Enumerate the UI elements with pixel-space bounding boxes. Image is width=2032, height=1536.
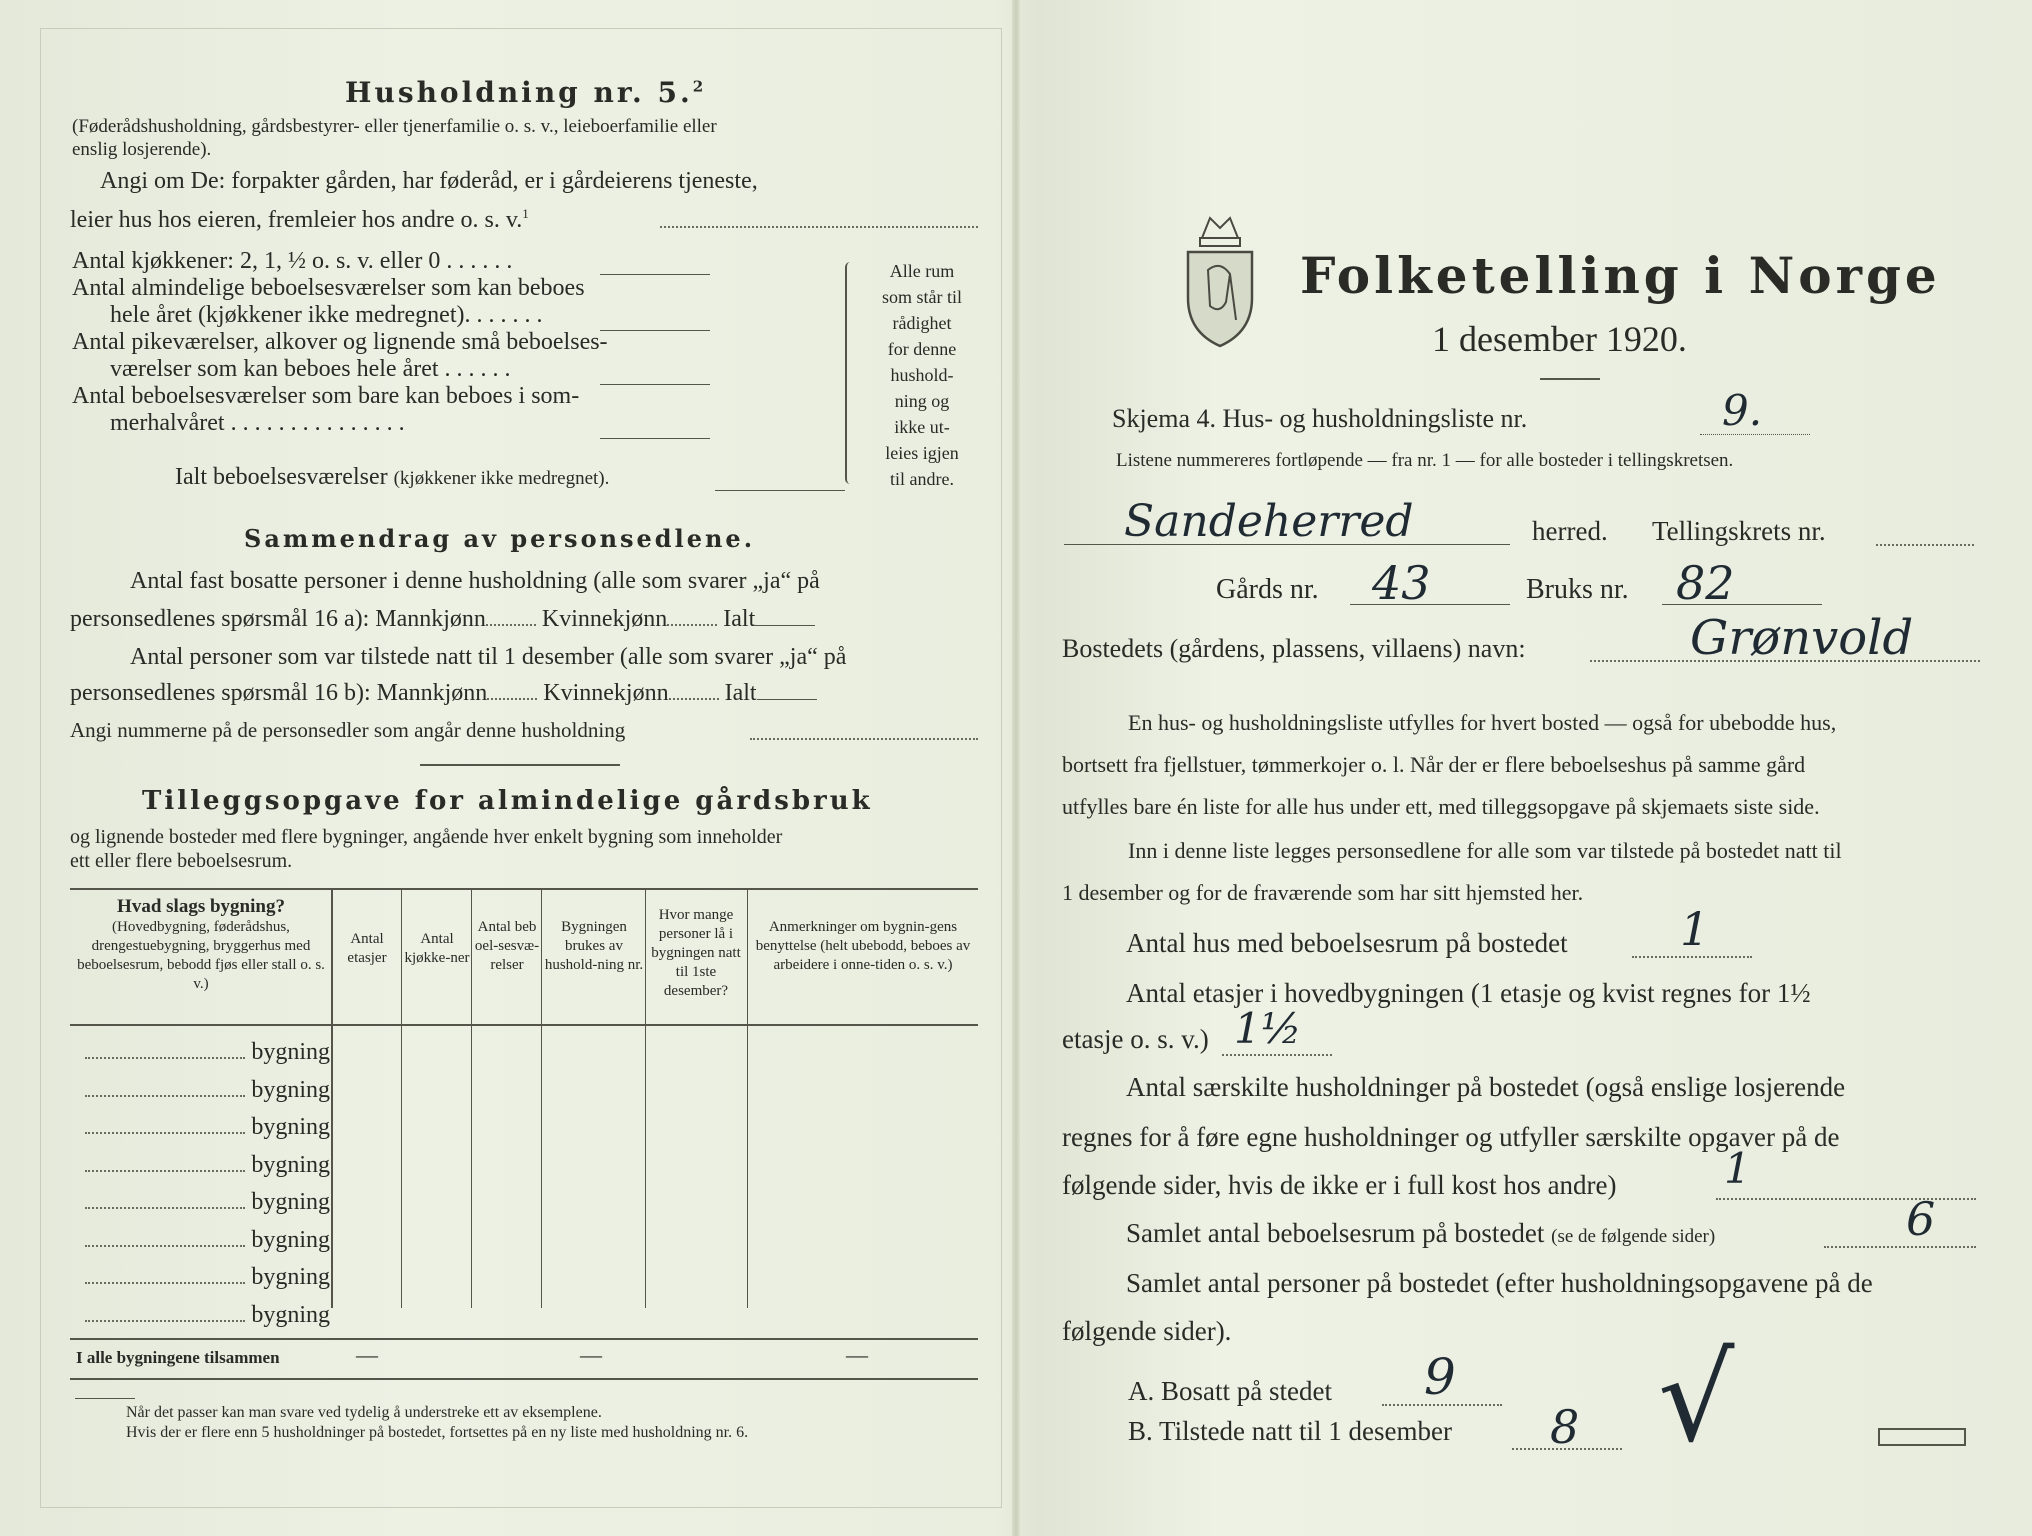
husholdninger-line-3: følgende sider, hvis de ikke er i full kost hos andre): [1062, 1170, 1617, 1200]
bruks-label: Bruks nr.: [1526, 574, 1629, 605]
samlet-rum-line: [1824, 1246, 1976, 1248]
bosatt-label: A. Bosatt på stedet: [1128, 1376, 1332, 1406]
skjema-line: Skjema 4. Hus- og husholdningsliste nr.: [1112, 404, 1528, 433]
side-note: Alle rum som står til rådighet for denne hushold- ning og ikke ut- leies igjen til andre.: [882, 261, 962, 489]
husholdninger-line-2: regnes for å føre egne husholdninger og utfyller særskilte opgaver på de: [1062, 1122, 1840, 1152]
angi-answer-line[interactable]: [660, 226, 978, 228]
bruks-line: [1662, 604, 1822, 605]
table-row[interactable]: bygning: [70, 1147, 330, 1185]
gards-label: Gårds nr.: [1216, 574, 1319, 605]
tilstede-label: B. Tilstede natt til 1 desember: [1128, 1416, 1452, 1446]
herred-line: [1064, 544, 1510, 545]
samlet-pers-line-1: Samlet antal personer på bostedet (efter husholdningsopgavene på de: [1126, 1268, 1873, 1298]
table-row[interactable]: bygning: [70, 1184, 330, 1222]
hus-value[interactable]: 1: [1680, 902, 1710, 956]
herred-value[interactable]: Sandeherred: [1124, 496, 1414, 547]
tillegg-title: Tilleggsopgave for almindelige gårdsbruk: [142, 786, 873, 816]
tilstede-line-1: Antal personer som var tilstede natt til 1 desember (alle som svarer „ja“ på: [130, 644, 847, 670]
bosatt-value[interactable]: 9: [1424, 1348, 1456, 1406]
room-line-maid-1: Antal pikeværelser, alkover og lignende små beboelses-: [72, 329, 608, 355]
tellingskrets-label: Tellingskrets nr.: [1652, 516, 1826, 546]
hus-label: Antal hus med beboelsesrum på bostedet: [1126, 928, 1568, 958]
ialt-rooms-label: Ialt beboelsesværelser (kjøkkener ikke medregnet).: [175, 464, 610, 490]
bygning-rows: [70, 1034, 330, 1334]
footnote-1: Når det passer kan man svare ved tydelig å understreke ett av eksemplene.: [126, 1404, 602, 1421]
hus-line: [1632, 956, 1752, 958]
maid-rooms-answer[interactable]: [600, 384, 710, 385]
table-row[interactable]: bygning: [70, 1109, 330, 1147]
instructions-para-1: En hus- og husholdningsliste utfylles for hvert bosted — også for ubebodde hus, bortsett fra fjellstuer, tømmerkojer o. l. Når der er flere beboelseshus på samme gård utfylles bare én liste for alle hus under ett, med tilleggsopgave på skjemaets siste side.: [1062, 710, 1837, 819]
room-line-maid-2: værelser som kan beboes hele året . . . . . .: [110, 356, 511, 382]
tellingskrets-answer[interactable]: [1876, 544, 1974, 546]
table-header-rule: [70, 1024, 978, 1026]
col-head-kjokkener: Antal kjøkke-ner: [404, 931, 470, 966]
husholdninger-value[interactable]: 1: [1724, 1144, 1751, 1193]
bosted-line: [1590, 660, 1980, 662]
husholdninger-line-1: Antal særskilte husholdninger på bostedet (også enslige losjerende: [1126, 1072, 1846, 1102]
col-line: [331, 888, 333, 1308]
samlet-rum-label: Samlet antal beboelsesrum på bostedet (se de følgende sider): [1126, 1218, 1716, 1248]
table-row[interactable]: bygning: [70, 1297, 330, 1335]
room-line-ordinary-2: hele året (kjøkkener ikke medregnet). . . . . . .: [110, 302, 543, 328]
samlet-rum-value[interactable]: 6: [1906, 1192, 1936, 1246]
total-dash: —: [580, 1342, 602, 1367]
col-line: [471, 888, 472, 1308]
title-rule: [1540, 378, 1600, 380]
kitchens-answer[interactable]: [600, 274, 710, 275]
tilstede-line: [1512, 1448, 1622, 1450]
listene-note: Listene nummereres fortløpende — fra nr. 1 — for alle bosteder i tellingskretsen.: [1116, 450, 1734, 471]
angi-line-1: Angi om De: forpakter gården, har føderåd, er i gårdeierens tjeneste,: [100, 168, 758, 194]
etasjer-line: [1222, 1054, 1332, 1056]
ialt-rooms-answer[interactable]: [715, 490, 845, 491]
nummerne-line: Angi nummerne på de personsedler som angår denne husholdning: [70, 718, 626, 742]
col-head-type: Hvad slags bygning? (Hovedbygning, føderådshus, drengestuebygning, bryggerhus med beboelsesrum, bebodd fjøs eller stall o. s. v.): [77, 896, 325, 992]
husholdninger-line: [1716, 1198, 1976, 1200]
table-row[interactable]: bygning: [70, 1034, 330, 1072]
col-head-husholdning: Bygningen brukes av hushold-ning nr.: [544, 919, 644, 973]
total-row-label: I alle bygningene tilsammen: [76, 1348, 280, 1367]
total-dash: —: [846, 1342, 868, 1367]
table-row[interactable]: bygning: [70, 1259, 330, 1297]
col-line: [747, 888, 748, 1308]
skjema-number[interactable]: 9.: [1722, 386, 1763, 435]
angi-line-2: leier hus hos eieren, fremleier hos andre o. s. v.$^1$: [70, 206, 529, 233]
divider: [420, 764, 620, 766]
table-row[interactable]: bygning: [70, 1072, 330, 1110]
bosted-label: Bostedets (gårdens, plassens, villaens) navn:: [1062, 634, 1526, 663]
bosted-value[interactable]: Grønvold: [1690, 610, 1914, 666]
nummerne-answer[interactable]: [750, 738, 978, 740]
page-fold: [1012, 0, 1020, 1536]
skjema-answer-line: [1700, 434, 1810, 435]
col-line: [541, 888, 542, 1308]
col-head-anmerkninger: Anmerkninger om bygnin-gens benyttelse (helt ubebodd, beboes av arbeidere i onne-tiden o. s. v.): [755, 919, 971, 973]
room-line-summer-1: Antal beboelsesværelser som bare kan beboes i som-: [72, 383, 580, 409]
total-row-rule: [70, 1338, 978, 1340]
census-date: 1 desember 1920.: [1432, 319, 1687, 359]
check-mark-icon: √: [1658, 1330, 1735, 1469]
col-head-vaerelser: Antal beboel-sesvæ-relser: [474, 919, 540, 973]
census-title: Folketelling i Norge: [1300, 246, 1941, 305]
footnote-2: Hvis der er flere enn 5 husholdninger på bostedet, fortsettes på en ny liste med husholdning nr. 6.: [126, 1424, 749, 1441]
gards-value[interactable]: 43: [1372, 556, 1431, 610]
room-line-kitchens: Antal kjøkkener: 2, 1, ½ o. s. v. eller 0 . . . . . .: [72, 248, 513, 274]
room-line-ordinary-1: Antal almindelige beboelsesværelser som kan beboes: [72, 275, 585, 301]
tillegg-line-2: ett eller flere beboelsesrum.: [70, 850, 293, 872]
total-dash: —: [356, 1342, 378, 1367]
herred-label: herred.: [1532, 516, 1608, 546]
col-head-etasjer: Antal etasjer: [347, 931, 387, 966]
table-row[interactable]: bygning: [70, 1222, 330, 1260]
sammendrag-title: Sammendrag av personsedlene.: [244, 524, 756, 553]
etasjer-line-2: etasje o. s. v.): [1062, 1024, 1209, 1054]
samlet-pers-line-2: følgende sider).: [1062, 1316, 1232, 1346]
fast-line-1: Antal fast bosatte personer i denne husholdning (alle som svarer „ja“ på: [130, 568, 820, 594]
husholdning-title: Husholdning nr. 5.$^2$: [345, 76, 707, 109]
rooms-block: [72, 248, 608, 437]
ordinary-rooms-answer[interactable]: [600, 330, 710, 331]
fast-line-2: personsedlenes spørsmål 16 a): Mannkjønn Kvinnekjønn Ialt: [70, 606, 815, 633]
etasjer-line-1: Antal etasjer i hovedbygningen (1 etasje og kvist regnes for 1½: [1126, 978, 1811, 1008]
col-head-personer: Hvor mange personer lå i bygningen natt til 1ste desember?: [651, 907, 741, 999]
bruks-value[interactable]: 82: [1676, 556, 1735, 610]
footnote-rule: [75, 1398, 135, 1399]
table-bottom-rule: [70, 1378, 978, 1380]
instructions-para-2: Inn i denne liste legges personsedlene for alle som var tilstede på bostedet natt til 1 desember og for de fraværende som har sitt hjemsted her.: [1062, 838, 1842, 905]
coat-of-arms-icon: [1180, 210, 1260, 350]
tillegg-line-1: og lignende bosteder med flere bygninger, angående hver enkelt bygning som inneholder: [70, 826, 783, 848]
col-line: [645, 888, 646, 1308]
printer-stamp-icon: [1878, 1428, 1966, 1446]
etasjer-value[interactable]: 1½: [1234, 1004, 1302, 1053]
col-line: [401, 888, 402, 1308]
bosatt-line: [1382, 1404, 1502, 1406]
brace: [845, 262, 850, 484]
table-top-rule: [70, 888, 978, 890]
room-line-summer-2: merhalvåret . . . . . . . . . . . . . . .: [110, 410, 405, 436]
husholdning-note-2: enslig losjerende).: [72, 139, 212, 160]
tilstede-value[interactable]: 8: [1550, 1400, 1580, 1454]
husholdning-note-1: (Føderådshusholdning, gårdsbestyrer- eller tjenerfamilie o. s. v., leieboerfamilie eller: [72, 116, 717, 137]
tilstede-line-2: personsedlenes spørsmål 16 b): Mannkjønn Kvinnekjønn Ialt: [70, 680, 817, 707]
gards-line: [1350, 604, 1510, 605]
summer-rooms-answer[interactable]: [600, 438, 710, 439]
